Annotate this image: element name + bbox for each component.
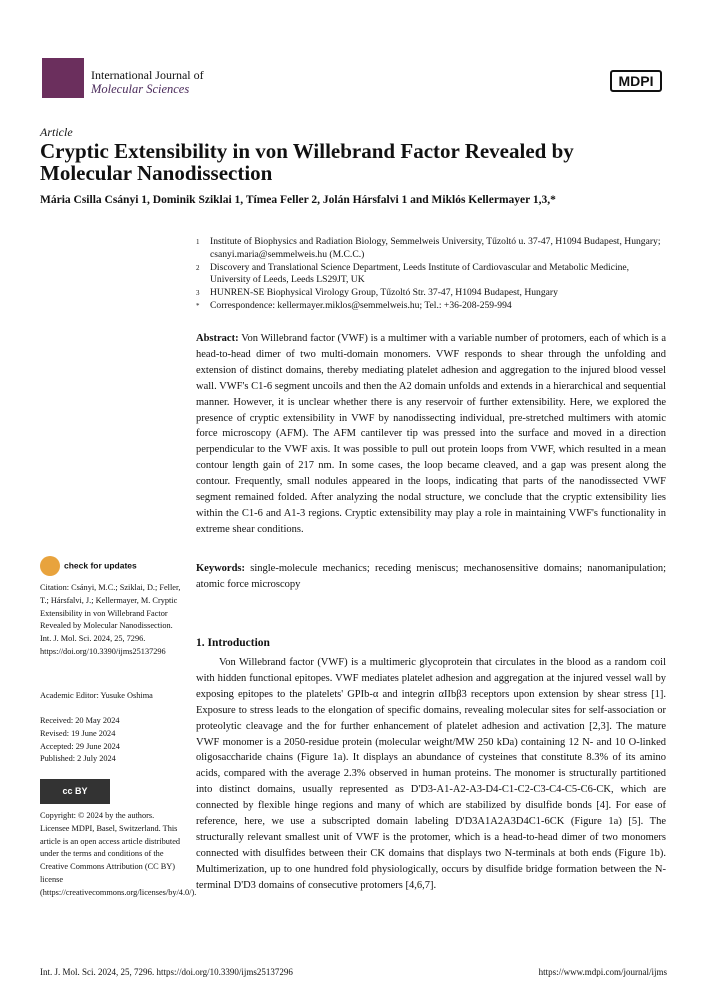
affiliations [196,236,666,313]
affiliation: 1 Institute of Biophysics and Radiation Biology, Semmelweis University, Tűzoltó u. 37-47, H1094 Budapest, Hungary; csanyi.maria@semmelweis.hu (M.C.C.) [196,236,661,260]
author-list: Mária Csilla Csányi 1, Dominik Sziklai 1, Tímea Feller 2, Jolán Hársfalvi 1 and Miklós Kellermayer 1,3,* [40,194,556,206]
publisher-logo: MDPI [610,70,662,92]
section-heading: 1. Introduction [196,637,270,649]
article-type: Article [40,125,73,139]
affiliation: * Correspondence: kellermayer.miklos@semmelweis.hu; Tel.: +36-208-259-994 [196,299,512,311]
journal-name [91,68,204,96]
journal-line1: International Journal of [91,68,204,82]
journal-logo [42,58,84,98]
footer [40,967,667,977]
academic-editor: Academic Editor: Yusuke Oshima [40,691,153,700]
affiliation: 2 Discovery and Translational Science Department, Leeds Institute of Cardiovascular and Metabolic Medicine, University of Leeds, Leeds LS29JT, UK [196,261,630,286]
citation: Citation: Csányi, M.C.; Sziklai, D.; Feller, T.; Hársfalvi, J.; Kellermayer, M. Cryptic Extensibility in von Willebrand Factor Revealed by Molecular Nanodissection. Int. J. Mol. Sci. 2024, 25, 7296. https://doi.org/10.3390/ijms25137296 [40,583,181,656]
keywords-text: single-molecule mechanics; receding meniscus; mechanosensitive domains; nanomanipulation; atomic force microscopy [196,563,667,590]
intro-text: Von Willebrand factor (VWF) is a multimeric glycoprotein that circulates in the blood as a random coil with hidden functional epitopes. VWF mediates platelet adhesion and aggregation at the injured vessel wall by exposing epitopes to the platelets' GPIb-α and integrin αIIbβ3 receptors upon extension by shear stress [1]. Exposure to stress leads to the elongation of specific domains, revealing molecular sites for self-association or proteolytic cleavage and the for further enhancement of platelet adhesion and activation [2,3]. The mature VWF monomer is a 2050-residue protein (molecular weight/MW 250 kDa) containing 12 N- and 10 O-linked oligosaccharide chains (Figure 1a). It displays an abundance of cysteines that constitute 8.3% of its amino acids, compared with the average 2.3% observed in human proteins. The monomer is structurally partitioned into distinct domains, usually represented as D'D3-A1-A2-A3-D4-C1-C2-C3-C4-C5-C6-CK, which are connected by flexible hinge regions and many of which are stabilized by disulfide bonds [4]. For ease of reference, here, we use a subscripted domain labeling D'D3A1A2A3D4C1-6CK (Figure 1a) [5]. The structurally relevant smallest unit of VWF is the protomer, which is a head-to-head dimer of two monomers connected with disulfides between their CK domains that displays two N-terminals at both ends (Figure 1b). Multimerization, up to one hundred fold physiologically, occurs by disulfide bridge formation between the N-terminal D'D3 domains of consecutive protomers [4,6,7]. [196,657,666,891]
abstract [196,331,666,538]
journal-line2: Molecular Sciences [91,82,190,96]
check-updates-icon [40,556,60,576]
abstract-label: Abstract: [196,333,239,344]
article-title: Cryptic Extensibility in von Willebrand Factor Revealed by Molecular Nanodissection [40,139,574,185]
footer-citation[interactable]: Int. J. Mol. Sci. 2024, 25, 7296. https://doi.org/10.3390/ijms25137296 [40,967,293,977]
cc-license-badge[interactable]: cc BY [40,779,110,804]
keywords [196,561,666,593]
affiliation: 3 HUNREN-SE Biophysical Virology Group, Tűzoltó Str. 37-47, H1094 Budapest, Hungary [196,287,558,299]
keywords-label: Keywords: [196,563,245,574]
dates: Received: 20 May 2024 Revised: 19 June 2024 Accepted: 29 June 2024 Published: 2 July 2024 [40,716,120,764]
check-updates-button[interactable]: check for updates [40,556,137,576]
footer-url[interactable]: https://www.mdpi.com/journal/ijms [538,967,667,977]
copyright: Copyright: © 2024 by the authors. Licensee MDPI, Basel, Switzerland. This article is an open access article distributed under the terms and conditions of the Creative Commons Attribution (CC BY) license (https://creativecommons.org/licenses/by/4.0/). [40,811,197,897]
abstract-text: Von Willebrand factor (VWF) is a multimer with a variable number of protomers, each of which is a head-to-head dimer of two multi-domain monomers. VWF responds to shear through the unfolding and extension of distinct domains, thereby mediating platelet adhesion and aggregation to the injured blood vessel wall. VWF's C1-6 segment uncoils and then the A2 domain unfolds and extends in a hierarchical and sequential manner. However, it is unclear whether there is any reservoir of further extensibility. Here, we explored the presence of cryptic extensibility in VWF by nanodissecting individual, pre-stretched multimers with atomic force microscopy (AFM). The AFM cantilever tip was pressed into the surface and moved in a direction perpendicular to the VWF axis. It was possible to pull out protein loops from VWF, which resulted in a mean contour length gain of 217 nm. In some cases, the loop became cleaved, and a gap was present along the contour. Frequently, small nodules appeared in the loops, indicating that parts of the nanodissected VWF segment remained folded. After analyzing the nodal structure, we conclude that the cryptic extensibility lies within the C1-6 and A1-3 regions. Cryptic extensibility may play a role in maintaining VWF's functionality in extreme shear conditions. [196,333,666,535]
